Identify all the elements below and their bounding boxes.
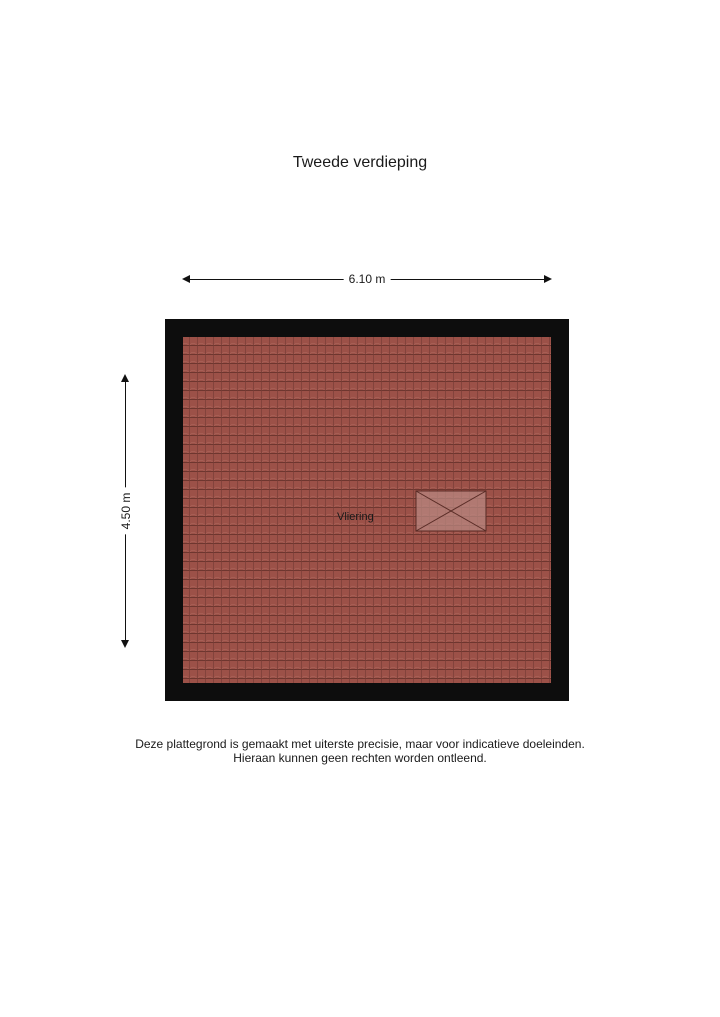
skylight [416,491,486,531]
height-label: 4.50 m [119,488,133,535]
width-label: 6.10 m [344,272,391,286]
roof-area [183,337,551,683]
arrow-down-icon [121,640,129,648]
disclaimer-line-1: Deze plattegrond is gemaakt met uiterste precisie, maar voor indicatieve doeleinden. [135,737,585,751]
disclaimer-line-2: Hieraan kunnen geen rechten worden ontleend. [233,751,487,765]
arrow-left-icon [182,275,190,283]
floor-title: Tweede verdieping [292,154,428,171]
disclaimer [0,737,720,765]
arrow-up-icon [121,374,129,382]
floor-plan [165,319,569,701]
width-dimension [182,270,552,290]
arrow-right-icon [544,275,552,283]
room-label-vliering: Vliering [337,511,374,523]
height-dimension [116,374,136,648]
